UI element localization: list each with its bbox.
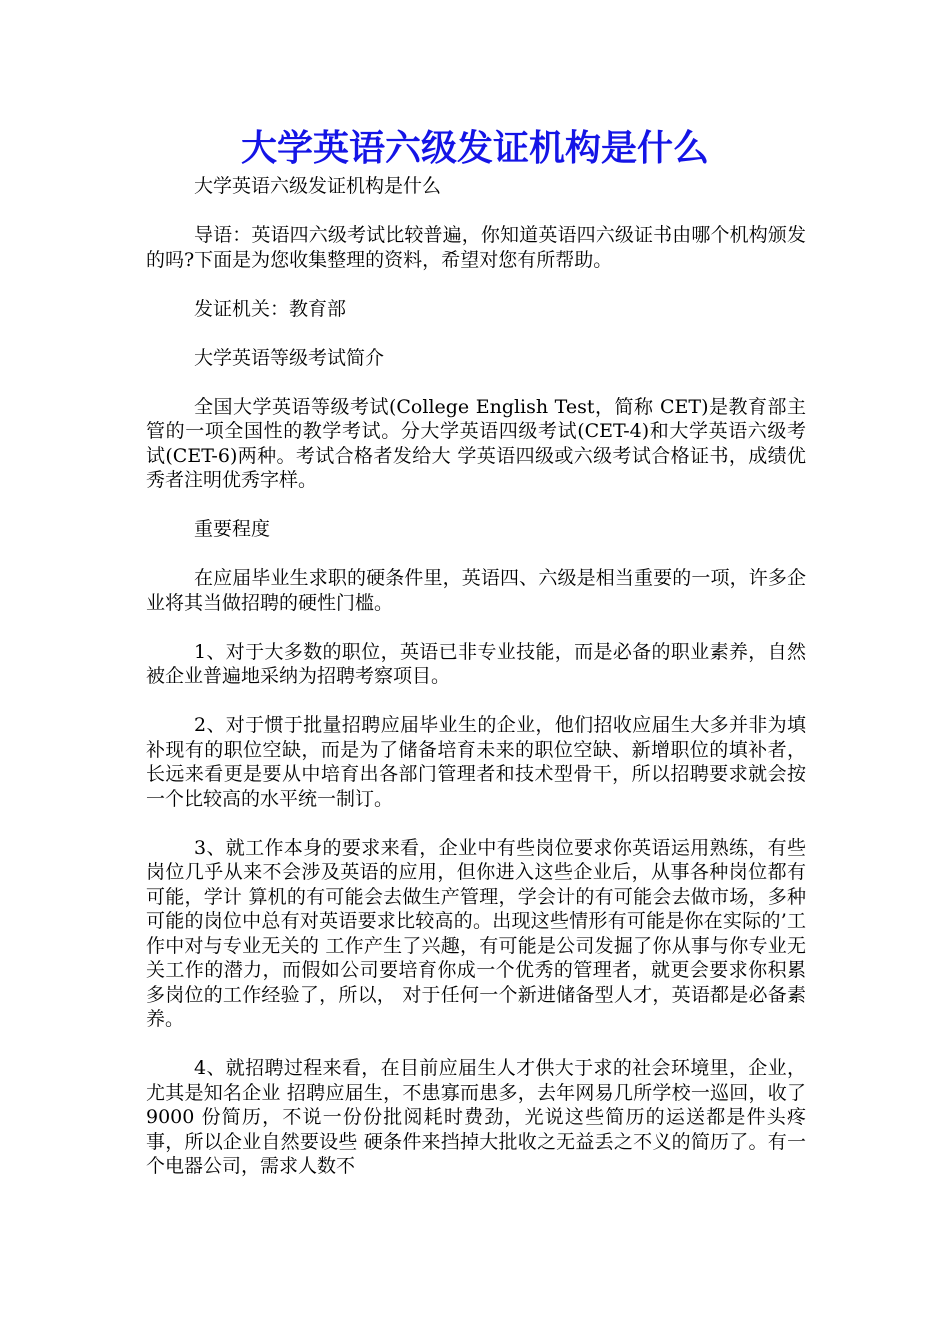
paragraph-point-1: 1、对于大多数的职位，英语已非专业技能，而是必备的职业素养，自然被企业普遍地采纳为招聘考察项目。 [146,640,806,687]
section-heading-importance: 重要程度 [194,518,271,540]
paragraph-intro: 导语：英语四六级考试比较普遍，你知道英语四六级证书由哪个机构颁发的吗?下面是为您收集整理的资料，希望对您有所帮助。 [146,224,806,271]
paragraph-point-4: 4、就招聘过程来看，在目前应届生人才供大于求的社会环境里，企业，尤其是知名企业 招聘应届生，不患寡而患多，去年网易几所学校一巡回，收了 9000 份简历，不说一份份批阅耗时费劲，光说这些简历的运送都是件头疼事，所以企业自然要设些 硬条件来挡掉大批收之无益丢之不义的简历了。有一个电器公司，需求人数不 [146,1057,806,1177]
section-heading-cet-intro: 大学英语等级考试简介 [194,346,385,369]
paragraph-importance: 在应届毕业生求职的硬条件里，英语四、六级是相当重要的一项，许多企业将其当做招聘的硬性门槛。 [146,567,806,614]
paragraph-point-2: 2、对于惯于批量招聘应届毕业生的企业，他们招收应届生大多并非为填补现有的职位空缺，而是为了储备培育未来的职位空缺、新增职位的填补者，长远来看更是要从中培育出各部门管理者和技术型骨干，所以招聘要求就会按一个比较高的水平统一制订。 [146,714,806,810]
paragraph-issuer: 发证机关：教育部 [194,297,347,320]
document-title: 大学英语六级发证机构是什么 [240,128,709,169]
paragraph-cet-description: 全国大学英语等级考试(College English Test，简称 CET)是教育部主管的一项全国性的教学考试。分大学英语四级考试(CET-4)和大学英语六级考试(CET-6)两种。考试合格者发给大 学英语四级或六级考试合格证书，成绩优秀者注明优秀字样。 [146,395,806,491]
paragraph-point-3: 3、就工作本身的要求来看，企业中有些岗位要求你英语运用熟练，有些岗位几乎从来不会涉及英语的应用，但你进入这些企业后，从事各种岗位都有可能，学计 算机的有可能会去做生产管理，学会计的有可能会去做市场，多种可能的岗位中总有对英语要求比较高的。出现这些情形有可能是你在实际的’工作中对与专业无关的 工作产生了兴趣，有可能是公司发掘了你从事与你专业无关工作的潜力，而假如公司要培育你成一个优秀的管理者，就更会要求你积累多岗位的工作经验了，所以， 对于任何一个新进储备型人才，英语都是必备素养。 [146,836,806,1030]
document-subtitle: 大学英语六级发证机构是什么 [194,175,442,197]
document-body [146,174,806,1203]
